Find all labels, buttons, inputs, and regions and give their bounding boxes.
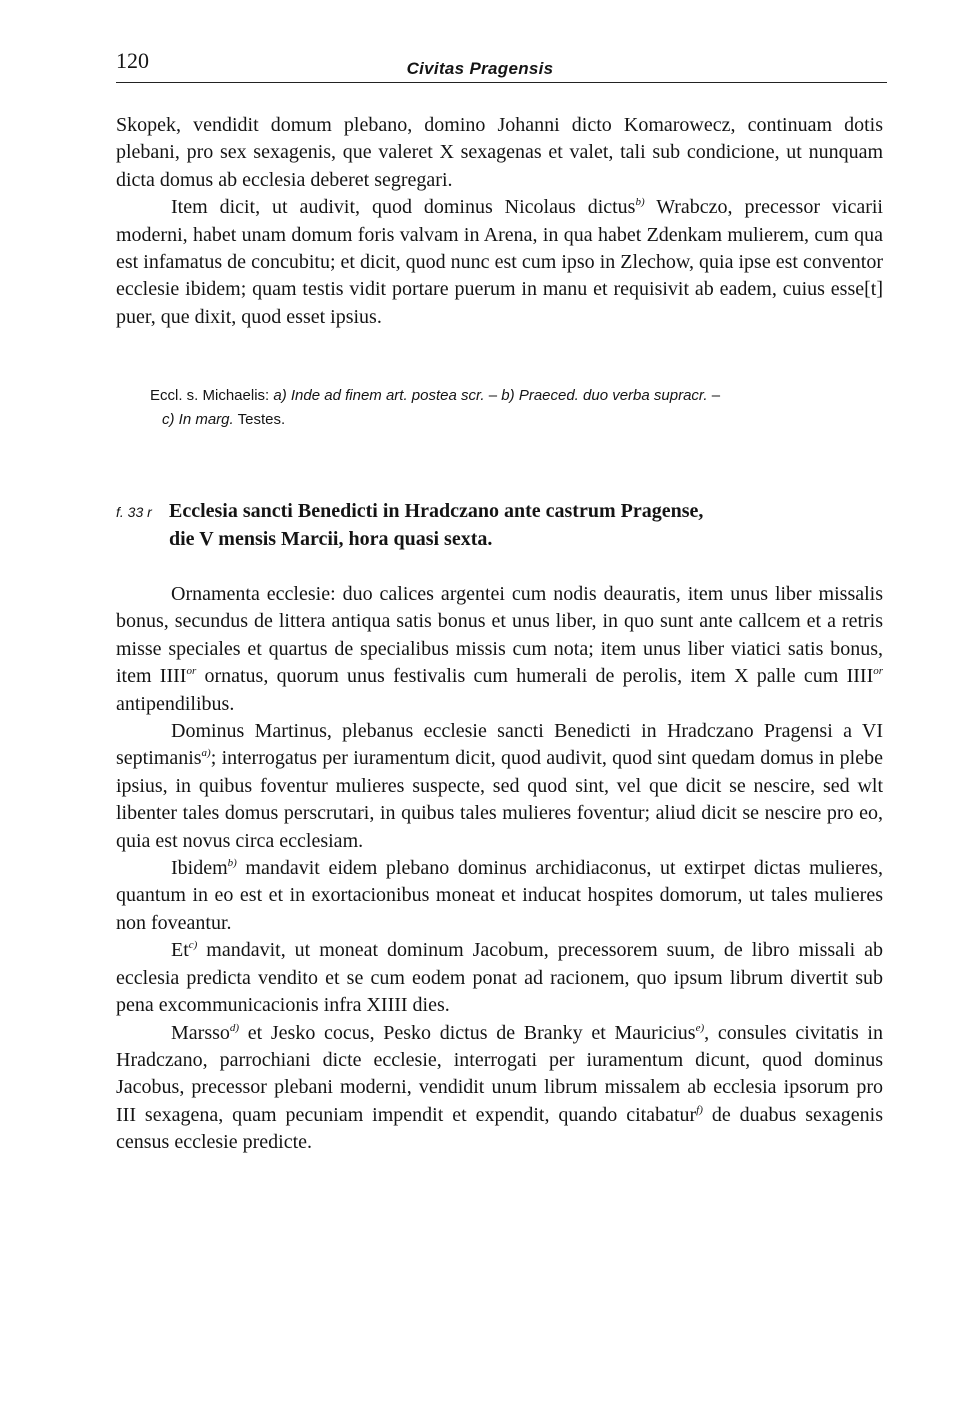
text-run: Ibidem [171, 857, 228, 880]
footnote-a-text: Inde ad finem art. postea scr. [290, 387, 485, 404]
text-run: antipendilibus. [116, 692, 235, 715]
footnote-source: Eccl. s. Michaelis: [150, 387, 270, 404]
page-number: 120 [116, 48, 149, 73]
top-text-block [116, 112, 883, 331]
text-run: Wrabczo, precessor vicarii moderni, habet unam domum foris valvam in Arena, in qua habet Zdenkam mulierem, cum qua est infamatus de concubitu; et dicit, quod nunc est cum ipso in Zlechow, quia ipse est conventor ecclesie ibidem; quam testis vidit portare puerum in manu et requisivit ab eadem, cuius esse[t] puer, que dixit, quod esset ipsius. [116, 196, 883, 328]
footnote-line-1 [150, 384, 890, 408]
paragraph-dominus-martinus [116, 718, 883, 855]
footnote-b-label: b) [501, 387, 515, 404]
text-run: Item dicit, ut audivit, quod dominus Nicolaus dictus [171, 196, 636, 219]
text-run: Marsso [171, 1021, 230, 1044]
footnote-ref: b) [227, 857, 237, 870]
footnote-ref: d) [229, 1021, 240, 1034]
text-run: ornatus, quorum unus festivalis cum humerali de perolis, item X palle cum IIII [196, 665, 874, 688]
superscript: or [873, 665, 884, 678]
main-text-block [116, 581, 883, 1157]
footnote-a-label: a) [273, 387, 287, 404]
text-run: mandavit eidem plebano dominus archidiaconus, ut extirpet dictas mulieres, quantum in eo est et in exortacionibus moneat et inducat hospites domorum, ut tales mulieres non foveantur. [116, 857, 883, 934]
heading-line-2: die V mensis Marcii, hora quasi sexta. [169, 528, 493, 550]
text-run: mandavit, ut moneat dominum Jacobum, precessorem suum, de libro missali ab ecclesia predicta vendito et se cum eodem ponat ad racionem, quo ipsum librum divertit sub pena excommunicacionis infra XIIII dies. [116, 939, 883, 1017]
running-title: Civitas Pragensis [406, 59, 554, 78]
text-run: de duabus sexagenis census ecclesie predicte. [116, 1103, 883, 1154]
footnote-line-2 [150, 408, 890, 432]
text-run: Et [171, 939, 189, 962]
footnote-ref: e) [695, 1021, 705, 1034]
text-run: Ornamenta ecclesie: duo calices argentei cum nodis deauratis, item unus liber missalis bonus, secundus de littera antiqua satis bonus et unus liber, in quo sunt ante callcem et a retris misse speciales et quartus de specialibus missis cum nota; item unus liber viatici satis bonus, item IIII [116, 583, 883, 688]
paragraph-skopek: Skopek, vendidit domum plebano, domino Johanni dicto Komarowecz, continuam dotis plebani, pro sex sexagenis, que valeret X sexagenas et valet, tali sub condicione, ut nunquam dicta domus ab ecclesia deberet segregari. [116, 114, 883, 191]
paragraph-ibidem [116, 855, 883, 937]
footnote-ref: b) [635, 196, 645, 209]
footnote-b-text: Praeced. duo verba supracr. [518, 387, 708, 404]
text-run: Dominus Martinus, plebanus ecclesie sancti Benedicti in Hradczano Pragensi a VI septimanis [116, 720, 883, 770]
footnotes [150, 384, 890, 432]
section-heading [169, 497, 869, 553]
paragraph-et-mandavit [116, 937, 883, 1019]
heading-line-1: Ecclesia sancti Benedicti in Hradczano ante castrum Pragense, [169, 500, 704, 522]
footnote-ref: a) [201, 747, 211, 760]
footnote-c-tail: Testes. [233, 411, 286, 428]
header-rule [116, 82, 887, 83]
footnote-c-text: In marg. [178, 411, 234, 428]
paragraph-ornamenta [116, 581, 883, 718]
paragraph-item-dicit [116, 194, 883, 331]
footnote-c-label: c) [162, 411, 175, 428]
superscript: or [186, 665, 197, 678]
text-run: , consules civitatis in Hradczano, parrochiani dicte ecclesie, interrogati per iuramentum dicunt, quod dominus Jacobus, precessor plebani moderni, vendidit unum librum missalem ab ecclesia ipsorum pro III sexagena, quam pecuniam impendit et expendit, quando citabatur [116, 1021, 883, 1126]
folio-marker: f. 33 r [116, 504, 152, 520]
footnote-dash: – [707, 387, 721, 404]
text-run: et Jesko cocus, Pesko dictus de Branky et Mauricius [239, 1021, 696, 1044]
text-run: ; interrogatus per iuramentum dicit, quod audivit, quod sint quedam domus in plebe ipsius, in quibus foventur mulieres suspecte, sed quod sint, vel que dicit se nescire, sed wlt libenter tales domus perscrutari, in quibus tales mulieres foventur; aliud dicit se nescire pro eo, quia est novus circa ecclesiam. [116, 747, 883, 852]
paragraph-marsso [116, 1020, 883, 1157]
footnote-ref: f) [696, 1103, 703, 1116]
footnote-ref: c) [188, 939, 198, 952]
footnote-separator: – [484, 387, 502, 404]
